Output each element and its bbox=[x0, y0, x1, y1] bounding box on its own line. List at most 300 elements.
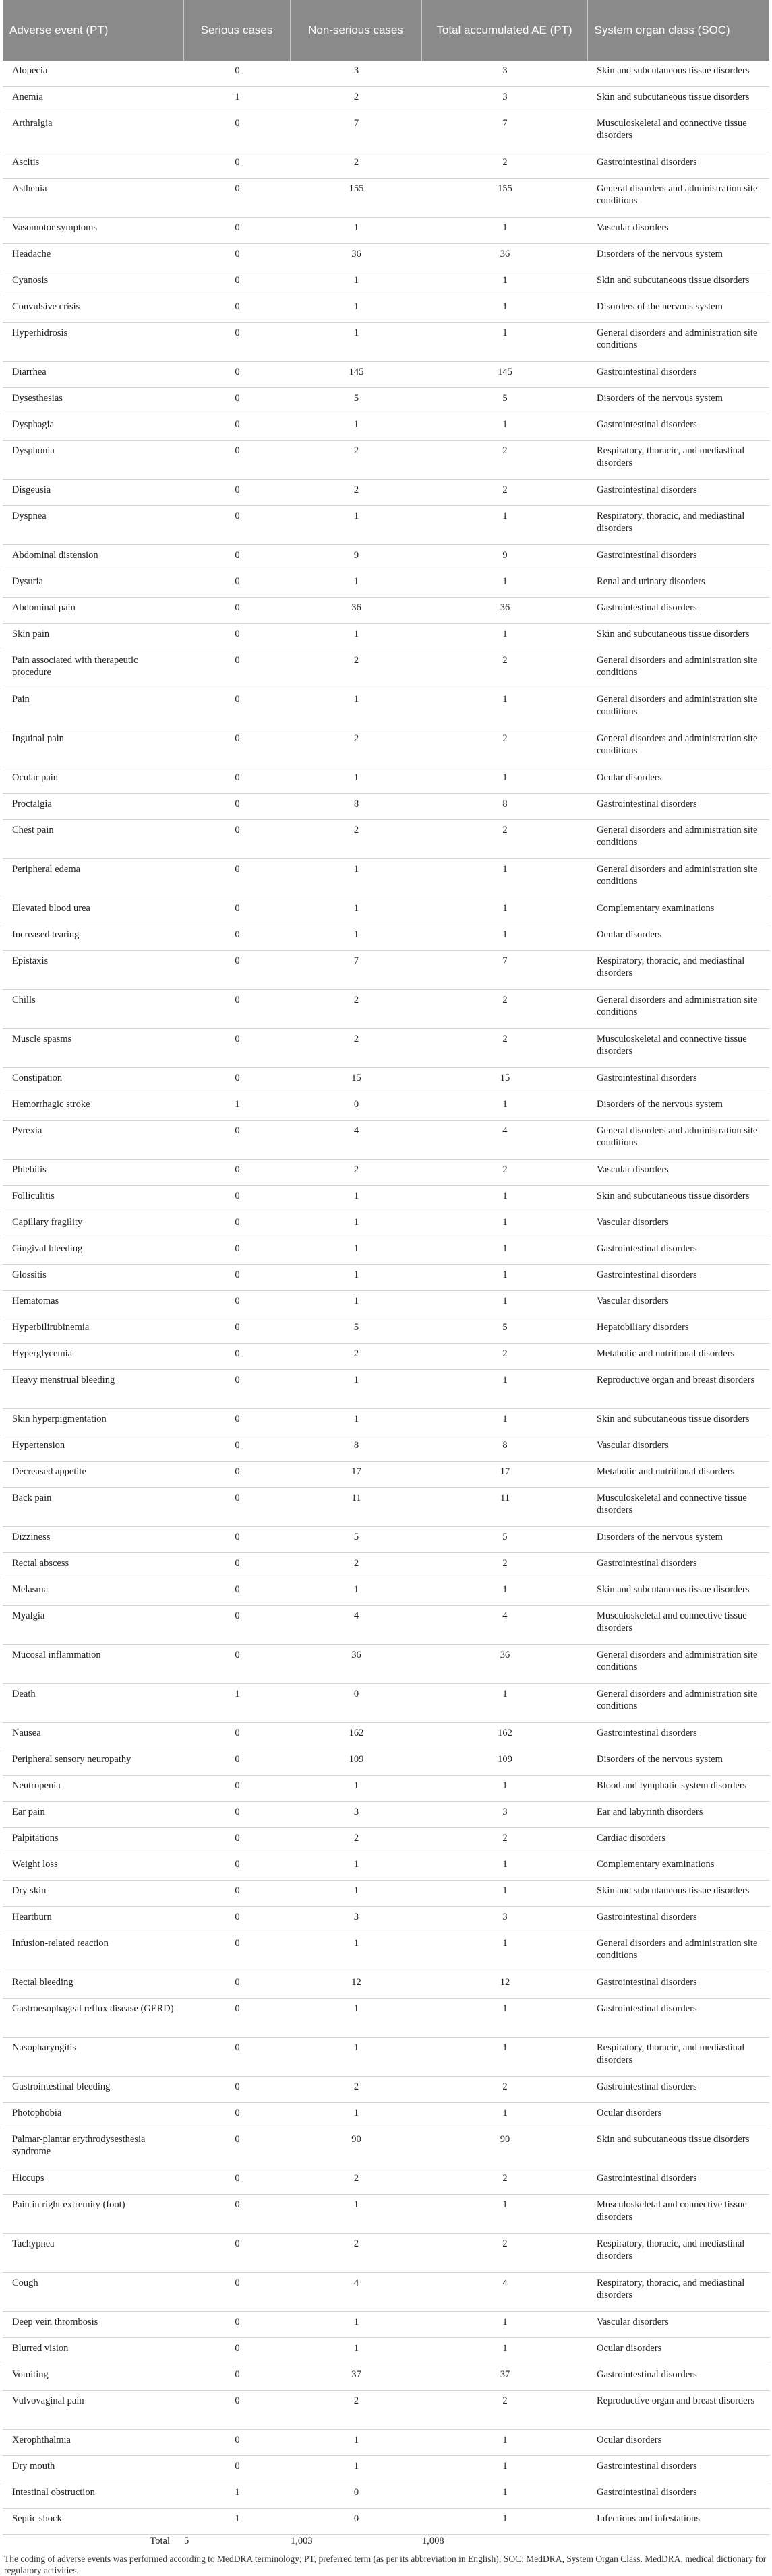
table-header-row bbox=[3, 0, 769, 61]
cell-soc: General disorders and administration site conditions bbox=[587, 650, 769, 689]
cell-non-serious: 37 bbox=[290, 2364, 421, 2391]
cell-non-serious: 1 bbox=[290, 296, 421, 323]
cell-non-serious: 2 bbox=[290, 728, 421, 767]
cell-total: 2 bbox=[421, 152, 587, 179]
cell-serious: 0 bbox=[183, 1265, 290, 1291]
cell-serious: 0 bbox=[183, 1828, 290, 1854]
cell-total: 1 bbox=[421, 270, 587, 296]
cell-non-serious: 1 bbox=[290, 1409, 421, 1435]
cell-serious: 0 bbox=[183, 2338, 290, 2364]
cell-total: 4 bbox=[421, 1121, 587, 1160]
cell-soc: Gastrointestinal disorders bbox=[587, 545, 769, 571]
cell-adverse-event: Hypertension bbox=[3, 1435, 183, 1462]
cell-total: 37 bbox=[421, 2364, 587, 2391]
cell-soc: Disorders of the nervous system bbox=[587, 1094, 769, 1121]
cell-adverse-event: Hyperhidrosis bbox=[3, 323, 183, 362]
cell-serious: 0 bbox=[183, 650, 290, 689]
cell-soc: Skin and subcutaneous tissue disorders bbox=[587, 270, 769, 296]
table-row bbox=[3, 1462, 769, 1488]
cell-adverse-event: Ascitis bbox=[3, 152, 183, 179]
cell-soc: Vascular disorders bbox=[587, 218, 769, 244]
cell-serious: 0 bbox=[183, 2391, 290, 2430]
cell-adverse-event: Skin pain bbox=[3, 624, 183, 650]
cell-adverse-event: Peripheral sensory neuropathy bbox=[3, 1749, 183, 1776]
cell-serious: 0 bbox=[183, 1802, 290, 1828]
cell-soc: Gastrointestinal disorders bbox=[587, 1238, 769, 1265]
table-row bbox=[3, 1238, 769, 1265]
cell-serious: 0 bbox=[183, 2038, 290, 2077]
total-serious: 5 bbox=[184, 2536, 189, 2546]
cell-serious: 0 bbox=[183, 1645, 290, 1684]
cell-non-serious: 109 bbox=[290, 1749, 421, 1776]
table-row bbox=[3, 1265, 769, 1291]
cell-total: 2 bbox=[421, 1160, 587, 1186]
cell-non-serious: 0 bbox=[290, 1684, 421, 1723]
header-total-accumulated: Total accumulated AE (PT) bbox=[421, 0, 587, 61]
cell-adverse-event: Phlebitis bbox=[3, 1160, 183, 1186]
cell-non-serious: 1 bbox=[290, 924, 421, 951]
cell-total: 1 bbox=[421, 2456, 587, 2482]
table-row bbox=[3, 2129, 769, 2168]
cell-total: 36 bbox=[421, 1645, 587, 1684]
cell-total: 109 bbox=[421, 1749, 587, 1776]
header-non-serious-cases: Non-serious cases bbox=[290, 0, 421, 61]
table-row bbox=[3, 1317, 769, 1344]
cell-soc: Ear and labyrinth disorders bbox=[587, 1802, 769, 1828]
table-row bbox=[3, 1291, 769, 1317]
cell-total: 2 bbox=[421, 441, 587, 480]
cell-soc: Complementary examinations bbox=[587, 898, 769, 924]
cell-soc: Skin and subcutaneous tissue disorders bbox=[587, 1186, 769, 1212]
cell-total: 90 bbox=[421, 2129, 587, 2168]
cell-serious: 0 bbox=[183, 506, 290, 545]
cell-total: 1 bbox=[421, 2482, 587, 2509]
cell-serious: 0 bbox=[183, 1972, 290, 1999]
table-row bbox=[3, 820, 769, 859]
cell-soc: Skin and subcutaneous tissue disorders bbox=[587, 2129, 769, 2168]
cell-serious: 1 bbox=[183, 1684, 290, 1723]
cell-non-serious: 1 bbox=[290, 859, 421, 898]
cell-non-serious: 1 bbox=[290, 2456, 421, 2482]
cell-serious: 0 bbox=[183, 1435, 290, 1462]
cell-total: 1 bbox=[421, 924, 587, 951]
cell-non-serious: 1 bbox=[290, 1238, 421, 1265]
cell-adverse-event: Vasomotor symptoms bbox=[3, 218, 183, 244]
cell-serious: 0 bbox=[183, 1160, 290, 1186]
cell-non-serious: 2 bbox=[290, 990, 421, 1029]
cell-total: 5 bbox=[421, 1317, 587, 1344]
cell-soc: General disorders and administration site conditions bbox=[587, 323, 769, 362]
cell-soc: Gastrointestinal disorders bbox=[587, 2168, 769, 2195]
cell-soc: Disorders of the nervous system bbox=[587, 1527, 769, 1553]
cell-serious: 0 bbox=[183, 388, 290, 414]
cell-non-serious: 2 bbox=[290, 820, 421, 859]
cell-total: 1 bbox=[421, 1933, 587, 1972]
cell-serious: 0 bbox=[183, 2430, 290, 2456]
cell-total: 1 bbox=[421, 1238, 587, 1265]
cell-adverse-event: Heartburn bbox=[3, 1907, 183, 1933]
cell-soc: Disorders of the nervous system bbox=[587, 388, 769, 414]
cell-serious: 0 bbox=[183, 1854, 290, 1881]
cell-non-serious: 1 bbox=[290, 1854, 421, 1881]
cell-total: 5 bbox=[421, 1527, 587, 1553]
cell-adverse-event: Dyspnea bbox=[3, 506, 183, 545]
table-row bbox=[3, 270, 769, 296]
cell-non-serious: 1 bbox=[290, 1933, 421, 1972]
cell-serious: 0 bbox=[183, 2077, 290, 2103]
cell-total: 1 bbox=[421, 689, 587, 728]
cell-soc: General disorders and administration site conditions bbox=[587, 728, 769, 767]
cell-serious: 0 bbox=[183, 2234, 290, 2273]
table-row bbox=[3, 598, 769, 624]
cell-total: 8 bbox=[421, 794, 587, 820]
cell-soc: Ocular disorders bbox=[587, 2338, 769, 2364]
cell-serious: 0 bbox=[183, 323, 290, 362]
cell-soc: Gastrointestinal disorders bbox=[587, 2364, 769, 2391]
cell-serious: 0 bbox=[183, 441, 290, 480]
cell-non-serious: 3 bbox=[290, 61, 421, 87]
table-row bbox=[3, 61, 769, 87]
cell-total: 2 bbox=[421, 1344, 587, 1370]
cell-total: 2 bbox=[421, 2234, 587, 2273]
cell-serious: 0 bbox=[183, 990, 290, 1029]
cell-adverse-event: Dizziness bbox=[3, 1527, 183, 1553]
cell-non-serious: 5 bbox=[290, 388, 421, 414]
cell-soc: Musculoskeletal and connective tissue disorders bbox=[587, 1488, 769, 1527]
table-row bbox=[3, 218, 769, 244]
table-row bbox=[3, 2482, 769, 2509]
cell-adverse-event: Chest pain bbox=[3, 820, 183, 859]
cell-adverse-event: Disgeusia bbox=[3, 480, 183, 506]
table-row bbox=[3, 2103, 769, 2129]
cell-serious: 0 bbox=[183, 598, 290, 624]
cell-serious: 0 bbox=[183, 545, 290, 571]
cell-serious: 0 bbox=[183, 1121, 290, 1160]
cell-non-serious: 2 bbox=[290, 441, 421, 480]
cell-soc: Metabolic and nutritional disorders bbox=[587, 1462, 769, 1488]
cell-non-serious: 1 bbox=[290, 2312, 421, 2338]
cell-serious: 0 bbox=[183, 1553, 290, 1579]
cell-adverse-event: Vulvovaginal pain bbox=[3, 2391, 183, 2430]
cell-adverse-event: Blurred vision bbox=[3, 2338, 183, 2364]
total-row bbox=[3, 2535, 769, 2548]
cell-soc: Gastrointestinal disorders bbox=[587, 2456, 769, 2482]
table-row bbox=[3, 2273, 769, 2312]
cell-adverse-event: Hiccups bbox=[3, 2168, 183, 2195]
table-body bbox=[3, 61, 769, 2535]
cell-serious: 0 bbox=[183, 244, 290, 270]
cell-soc: General disorders and administration site conditions bbox=[587, 859, 769, 898]
cell-total: 2 bbox=[421, 1553, 587, 1579]
table-row bbox=[3, 323, 769, 362]
cell-serious: 1 bbox=[183, 87, 290, 113]
cell-total: 1 bbox=[421, 2103, 587, 2129]
cell-adverse-event: Dry skin bbox=[3, 1881, 183, 1907]
table-row bbox=[3, 2430, 769, 2456]
cell-soc: Musculoskeletal and connective tissue disorders bbox=[587, 1606, 769, 1645]
table-row bbox=[3, 179, 769, 218]
cell-non-serious: 1 bbox=[290, 414, 421, 441]
table-row bbox=[3, 2234, 769, 2273]
cell-serious: 0 bbox=[183, 767, 290, 794]
table-row bbox=[3, 1749, 769, 1776]
cell-soc: General disorders and administration site conditions bbox=[587, 689, 769, 728]
cell-total: 8 bbox=[421, 1435, 587, 1462]
total-label: Total bbox=[150, 2536, 170, 2546]
cell-serious: 0 bbox=[183, 1370, 290, 1409]
table-row bbox=[3, 87, 769, 113]
table-row bbox=[3, 1212, 769, 1238]
table-row bbox=[3, 571, 769, 598]
cell-serious: 0 bbox=[183, 2456, 290, 2482]
cell-non-serious: 1 bbox=[290, 218, 421, 244]
table-row bbox=[3, 728, 769, 767]
cell-adverse-event: Gastroesophageal reflux disease (GERD) bbox=[3, 1999, 183, 2038]
cell-non-serious: 4 bbox=[290, 2273, 421, 2312]
cell-soc: Musculoskeletal and connective tissue disorders bbox=[587, 2195, 769, 2234]
table-row bbox=[3, 1606, 769, 1645]
table-row bbox=[3, 2391, 769, 2430]
cell-soc: Infections and infestations bbox=[587, 2509, 769, 2535]
cell-total: 2 bbox=[421, 990, 587, 1029]
cell-total: 1 bbox=[421, 2430, 587, 2456]
cell-soc: Reproductive organ and breast disorders bbox=[587, 2391, 769, 2430]
cell-serious: 1 bbox=[183, 2482, 290, 2509]
cell-serious: 0 bbox=[183, 1462, 290, 1488]
cell-adverse-event: Tachypnea bbox=[3, 2234, 183, 2273]
cell-total: 1 bbox=[421, 1094, 587, 1121]
cell-non-serious: 3 bbox=[290, 1907, 421, 1933]
cell-soc: Skin and subcutaneous tissue disorders bbox=[587, 1409, 769, 1435]
cell-soc: Ocular disorders bbox=[587, 924, 769, 951]
cell-soc: General disorders and administration site conditions bbox=[587, 1645, 769, 1684]
cell-non-serious: 17 bbox=[290, 1462, 421, 1488]
cell-soc: Gastrointestinal disorders bbox=[587, 414, 769, 441]
cell-serious: 0 bbox=[183, 414, 290, 441]
cell-soc: Vascular disorders bbox=[587, 1291, 769, 1317]
cell-soc: Vascular disorders bbox=[587, 1435, 769, 1462]
cell-total: 2 bbox=[421, 1828, 587, 1854]
cell-soc: Vascular disorders bbox=[587, 1212, 769, 1238]
cell-total: 2 bbox=[421, 728, 587, 767]
cell-adverse-event: Xerophthalmia bbox=[3, 2430, 183, 2456]
cell-soc: Renal and urinary disorders bbox=[587, 571, 769, 598]
cell-soc: General disorders and administration site conditions bbox=[587, 1933, 769, 1972]
cell-total: 2 bbox=[421, 1029, 587, 1068]
cell-adverse-event: Hyperbilirubinemia bbox=[3, 1317, 183, 1344]
cell-adverse-event: Mucosal inflammation bbox=[3, 1645, 183, 1684]
cell-soc: Vascular disorders bbox=[587, 2312, 769, 2338]
cell-serious: 0 bbox=[183, 1186, 290, 1212]
table-row bbox=[3, 1186, 769, 1212]
cell-total: 1 bbox=[421, 571, 587, 598]
table-row bbox=[3, 767, 769, 794]
cell-adverse-event: Epistaxis bbox=[3, 951, 183, 990]
cell-soc: Respiratory, thoracic, and mediastinal disorders bbox=[587, 2273, 769, 2312]
cell-adverse-event: Hyperglycemia bbox=[3, 1344, 183, 1370]
cell-total: 1 bbox=[421, 414, 587, 441]
cell-serious: 0 bbox=[183, 624, 290, 650]
cell-serious: 0 bbox=[183, 1238, 290, 1265]
cell-non-serious: 15 bbox=[290, 1068, 421, 1094]
cell-soc: Respiratory, thoracic, and mediastinal disorders bbox=[587, 951, 769, 990]
cell-total: 2 bbox=[421, 480, 587, 506]
cell-adverse-event: Proctalgia bbox=[3, 794, 183, 820]
cell-total: 3 bbox=[421, 1802, 587, 1828]
cell-total: 1 bbox=[421, 1409, 587, 1435]
table-row bbox=[3, 2195, 769, 2234]
cell-adverse-event: Pain bbox=[3, 689, 183, 728]
cell-non-serious: 2 bbox=[290, 87, 421, 113]
cell-adverse-event: Cough bbox=[3, 2273, 183, 2312]
cell-adverse-event: Cyanosis bbox=[3, 270, 183, 296]
cell-non-serious: 11 bbox=[290, 1488, 421, 1527]
cell-soc: Gastrointestinal disorders bbox=[587, 1553, 769, 1579]
cell-total: 36 bbox=[421, 598, 587, 624]
table-row bbox=[3, 2038, 769, 2077]
cell-soc: General disorders and administration site conditions bbox=[587, 990, 769, 1029]
cell-adverse-event: Dysuria bbox=[3, 571, 183, 598]
cell-serious: 0 bbox=[183, 113, 290, 152]
cell-serious: 0 bbox=[183, 1068, 290, 1094]
cell-non-serious: 36 bbox=[290, 598, 421, 624]
table-row bbox=[3, 689, 769, 728]
table-row bbox=[3, 362, 769, 388]
cell-non-serious: 1 bbox=[290, 2338, 421, 2364]
table-row bbox=[3, 1776, 769, 1802]
table-row bbox=[3, 898, 769, 924]
cell-soc: Gastrointestinal disorders bbox=[587, 1265, 769, 1291]
cell-non-serious: 8 bbox=[290, 794, 421, 820]
cell-total: 2 bbox=[421, 820, 587, 859]
cell-adverse-event: Ocular pain bbox=[3, 767, 183, 794]
cell-serious: 0 bbox=[183, 2195, 290, 2234]
cell-non-serious: 2 bbox=[290, 2168, 421, 2195]
cell-soc: Disorders of the nervous system bbox=[587, 244, 769, 270]
cell-soc: Ocular disorders bbox=[587, 767, 769, 794]
cell-non-serious: 1 bbox=[290, 506, 421, 545]
cell-adverse-event: Dysphagia bbox=[3, 414, 183, 441]
table-row bbox=[3, 506, 769, 545]
cell-serious: 0 bbox=[183, 480, 290, 506]
total-accumulated: 1,008 bbox=[422, 2536, 444, 2546]
cell-adverse-event: Intestinal obstruction bbox=[3, 2482, 183, 2509]
cell-total: 7 bbox=[421, 951, 587, 990]
cell-non-serious: 2 bbox=[290, 2391, 421, 2430]
cell-serious: 0 bbox=[183, 362, 290, 388]
cell-soc: Ocular disorders bbox=[587, 2103, 769, 2129]
cell-adverse-event: Vomiting bbox=[3, 2364, 183, 2391]
cell-total: 12 bbox=[421, 1972, 587, 1999]
cell-adverse-event: Rectal abscess bbox=[3, 1553, 183, 1579]
cell-soc: Respiratory, thoracic, and mediastinal disorders bbox=[587, 2038, 769, 2077]
cell-serious: 0 bbox=[183, 152, 290, 179]
cell-total: 1 bbox=[421, 898, 587, 924]
cell-total: 1 bbox=[421, 2312, 587, 2338]
cell-soc: Complementary examinations bbox=[587, 1854, 769, 1881]
cell-adverse-event: Hematomas bbox=[3, 1291, 183, 1317]
cell-serious: 0 bbox=[183, 1579, 290, 1606]
table-row bbox=[3, 1802, 769, 1828]
cell-total: 1 bbox=[421, 323, 587, 362]
table-row bbox=[3, 1933, 769, 1972]
cell-serious: 0 bbox=[183, 218, 290, 244]
cell-non-serious: 1 bbox=[290, 1999, 421, 2038]
cell-non-serious: 5 bbox=[290, 1317, 421, 1344]
cell-non-serious: 145 bbox=[290, 362, 421, 388]
cell-serious: 0 bbox=[183, 1488, 290, 1527]
cell-adverse-event: Deep vein thrombosis bbox=[3, 2312, 183, 2338]
cell-total: 1 bbox=[421, 506, 587, 545]
cell-non-serious: 36 bbox=[290, 1645, 421, 1684]
table-row bbox=[3, 1553, 769, 1579]
cell-adverse-event: Dysesthesias bbox=[3, 388, 183, 414]
table-row bbox=[3, 1907, 769, 1933]
cell-serious: 0 bbox=[183, 1212, 290, 1238]
table-row bbox=[3, 1094, 769, 1121]
cell-soc: Hepatobiliary disorders bbox=[587, 1317, 769, 1344]
cell-non-serious: 5 bbox=[290, 1527, 421, 1553]
cell-adverse-event: Pain in right extremity (foot) bbox=[3, 2195, 183, 2234]
cell-adverse-event: Ear pain bbox=[3, 1802, 183, 1828]
cell-non-serious: 1 bbox=[290, 1265, 421, 1291]
cell-adverse-event: Dysphonia bbox=[3, 441, 183, 480]
cell-non-serious: 1 bbox=[290, 1291, 421, 1317]
table-row bbox=[3, 924, 769, 951]
cell-soc: Musculoskeletal and connective tissue disorders bbox=[587, 1029, 769, 1068]
cell-serious: 0 bbox=[183, 951, 290, 990]
cell-total: 1 bbox=[421, 218, 587, 244]
cell-adverse-event: Capillary fragility bbox=[3, 1212, 183, 1238]
cell-adverse-event: Heavy menstrual bleeding bbox=[3, 1370, 183, 1409]
header-adverse-event: Adverse event (PT) bbox=[3, 0, 183, 61]
table-row bbox=[3, 1684, 769, 1723]
cell-total: 5 bbox=[421, 388, 587, 414]
cell-serious: 0 bbox=[183, 728, 290, 767]
cell-serious: 1 bbox=[183, 2509, 290, 2535]
table-row bbox=[3, 624, 769, 650]
table-row bbox=[3, 1488, 769, 1527]
cell-non-serious: 1 bbox=[290, 2430, 421, 2456]
table-row bbox=[3, 2338, 769, 2364]
cell-non-serious: 8 bbox=[290, 1435, 421, 1462]
cell-serious: 0 bbox=[183, 820, 290, 859]
cell-adverse-event: Glossitis bbox=[3, 1265, 183, 1291]
cell-soc: Metabolic and nutritional disorders bbox=[587, 1344, 769, 1370]
cell-total: 1 bbox=[421, 1684, 587, 1723]
cell-soc: Respiratory, thoracic, and mediastinal disorders bbox=[587, 506, 769, 545]
table-row bbox=[3, 1370, 769, 1409]
cell-adverse-event: Weight loss bbox=[3, 1854, 183, 1881]
cell-serious: 0 bbox=[183, 898, 290, 924]
table-row bbox=[3, 441, 769, 480]
cell-soc: Respiratory, thoracic, and mediastinal disorders bbox=[587, 2234, 769, 2273]
cell-soc: Gastrointestinal disorders bbox=[587, 1723, 769, 1749]
cell-total: 4 bbox=[421, 1606, 587, 1645]
cell-adverse-event: Myalgia bbox=[3, 1606, 183, 1645]
cell-soc: Gastrointestinal disorders bbox=[587, 362, 769, 388]
table-row bbox=[3, 1972, 769, 1999]
cell-total: 155 bbox=[421, 179, 587, 218]
cell-non-serious: 1 bbox=[290, 2103, 421, 2129]
cell-soc: Skin and subcutaneous tissue disorders bbox=[587, 61, 769, 87]
cell-total: 162 bbox=[421, 1723, 587, 1749]
cell-total: 1 bbox=[421, 296, 587, 323]
cell-total: 17 bbox=[421, 1462, 587, 1488]
table-row bbox=[3, 794, 769, 820]
cell-serious: 0 bbox=[183, 924, 290, 951]
cell-non-serious: 2 bbox=[290, 2077, 421, 2103]
